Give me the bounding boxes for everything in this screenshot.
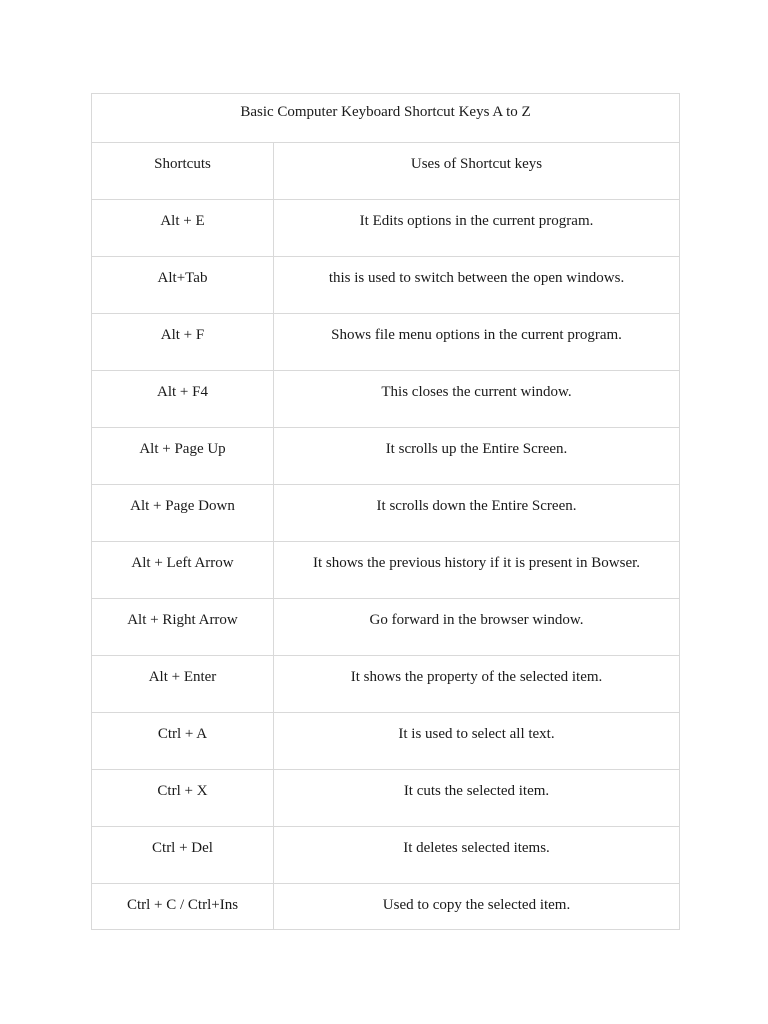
table-row	[92, 884, 680, 930]
table-row	[92, 656, 680, 713]
table-row	[92, 542, 680, 599]
table-title-row	[92, 94, 680, 143]
shortcut-use-cell: This closes the current window.	[274, 371, 680, 428]
shortcut-key-cell: Alt + E	[92, 200, 274, 257]
shortcut-key-cell: Alt+Tab	[92, 257, 274, 314]
shortcut-key-cell: Ctrl + A	[92, 713, 274, 770]
shortcut-use-cell: It scrolls down the Entire Screen.	[274, 485, 680, 542]
shortcut-key-cell: Ctrl + X	[92, 770, 274, 827]
table-row	[92, 827, 680, 884]
shortcut-use-cell: It Edits options in the current program.	[274, 200, 680, 257]
table-row	[92, 599, 680, 656]
table-row	[92, 428, 680, 485]
shortcut-use-cell: It shows the previous history if it is present in Bowser.	[274, 542, 680, 599]
shortcut-use-cell: this is used to switch between the open windows.	[274, 257, 680, 314]
header-uses: Uses of Shortcut keys	[274, 143, 680, 200]
table-row	[92, 314, 680, 371]
shortcut-key-cell: Alt + Right Arrow	[92, 599, 274, 656]
header-shortcuts: Shortcuts	[92, 143, 274, 200]
shortcut-key-cell: Ctrl + C / Ctrl+Ins	[92, 884, 274, 930]
shortcut-use-cell: It scrolls up the Entire Screen.	[274, 428, 680, 485]
shortcut-use-cell: It deletes selected items.	[274, 827, 680, 884]
shortcut-table	[91, 93, 680, 930]
shortcut-use-cell: It is used to select all text.	[274, 713, 680, 770]
shortcut-use-cell: It shows the property of the selected item.	[274, 656, 680, 713]
shortcut-use-cell: Go forward in the browser window.	[274, 599, 680, 656]
shortcut-key-cell: Ctrl + Del	[92, 827, 274, 884]
shortcut-use-cell: Shows file menu options in the current program.	[274, 314, 680, 371]
shortcut-use-cell: Used to copy the selected item.	[274, 884, 680, 930]
table-body	[92, 94, 680, 930]
table-header-row	[92, 143, 680, 200]
shortcut-key-cell: Alt + Page Up	[92, 428, 274, 485]
table-title: Basic Computer Keyboard Shortcut Keys A to Z	[92, 94, 680, 143]
table-row	[92, 257, 680, 314]
shortcut-key-cell: Alt + F	[92, 314, 274, 371]
shortcut-key-cell: Alt + Left Arrow	[92, 542, 274, 599]
table-row	[92, 200, 680, 257]
shortcut-key-cell: Alt + Enter	[92, 656, 274, 713]
table-row	[92, 770, 680, 827]
table-row	[92, 485, 680, 542]
shortcut-key-cell: Alt + Page Down	[92, 485, 274, 542]
shortcut-key-cell: Alt + F4	[92, 371, 274, 428]
table-row	[92, 371, 680, 428]
table-row	[92, 713, 680, 770]
shortcut-use-cell: It cuts the selected item.	[274, 770, 680, 827]
